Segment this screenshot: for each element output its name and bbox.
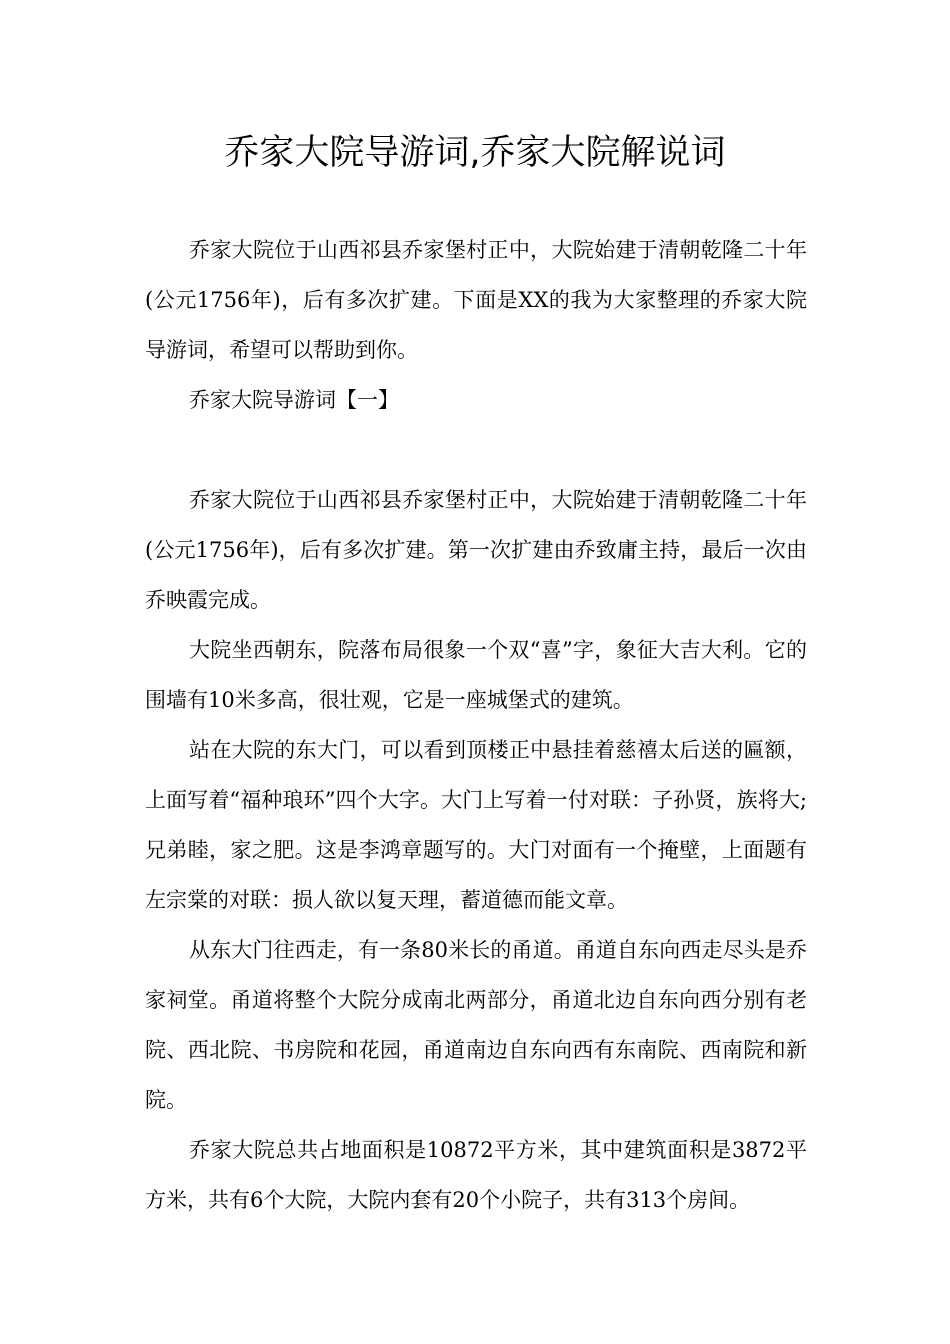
paragraph-4: 从东大门往西走，有一条80米长的甬道。甬道自东向西走尽头是乔家祠堂。甬道将整个大院分成南北两部分，甬道北边自东向西分别有老院、西北院、书房院和花园，甬道南边自东向西有东南院、西南院和新院。: [145, 938, 807, 1112]
intro-paragraph: 乔家大院位于山西祁县乔家堡村正中，大院始建于清朝乾隆二十年(公元1756年)，后有多次扩建。下面是XX的我为大家整理的乔家大院导游词，希望可以帮助到你。: [145, 238, 807, 362]
paragraph-3: 站在大院的东大门，可以看到顶楼正中悬挂着慈禧太后送的匾额，上面写着“福种琅环”四个大字。大门上写着一付对联：子孙贤，族将大;兄弟睦，家之肥。这是李鸿章题写的。大门对面有一个掩壁，上面题有左宗棠的对联：损人欲以复天理，蓄道德而能文章。: [145, 738, 807, 912]
section-heading: 乔家大院导游词【一】: [189, 388, 399, 412]
section-spacer: [145, 425, 807, 475]
document-title: 乔家大院导游词,乔家大院解说词: [224, 133, 726, 173]
paragraph-5: 乔家大院总共占地面积是10872平方米，其中建筑面积是3872平方米，共有6个大院，大院内套有20个小院子，共有313个房间。: [145, 1138, 807, 1212]
paragraph-1: 乔家大院位于山西祁县乔家堡村正中，大院始建于清朝乾隆二十年(公元1756年)，后有多次扩建。第一次扩建由乔致庸主持，最后一次由乔映霞完成。: [145, 488, 807, 612]
document-body: [145, 225, 807, 1225]
paragraph-2: 大院坐西朝东，院落布局很象一个双“喜”字，象征大吉大利。它的围墙有10米多高，很壮观，它是一座城堡式的建筑。: [145, 638, 807, 712]
